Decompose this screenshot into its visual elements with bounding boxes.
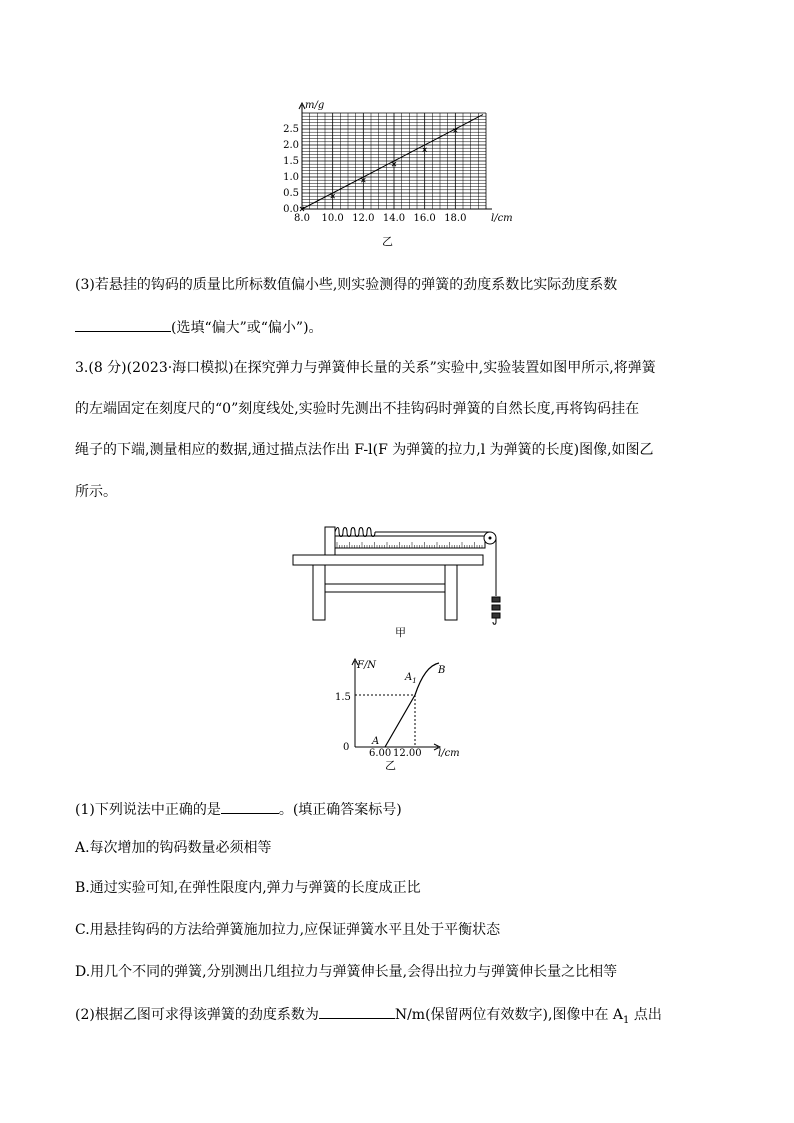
weight-icon	[492, 597, 500, 602]
answer-blank[interactable]	[319, 1003, 395, 1019]
graph-caption: 乙	[385, 759, 396, 772]
y-tick-label: 2.5	[283, 124, 299, 135]
point-label-b: B	[438, 665, 446, 676]
graph-f-vs-l-svg	[335, 657, 470, 775]
table-leg-left	[313, 565, 325, 620]
x-tick-label: 18.0	[444, 213, 467, 224]
weight-icon	[492, 613, 500, 618]
weight-icon	[492, 605, 500, 610]
question-3-1-hint: 。(填正确答案标号)	[278, 802, 402, 818]
question-3-line4: 所示。	[75, 484, 117, 500]
x-tick-label: 12.00	[393, 748, 422, 759]
graph-caption: 乙	[382, 235, 393, 248]
question-3-2-tail: 点出	[629, 1007, 662, 1023]
subscript: 1	[623, 1014, 630, 1026]
point-label-a: A	[372, 736, 380, 747]
graph-f-vs-l	[335, 657, 470, 775]
table-top	[293, 555, 483, 565]
option-d: D.用几个不同的弹簧,分别测出几组拉力与弹簧伸长量,会得出拉力与弹簧伸长量之比相等	[75, 964, 618, 980]
answer-blank[interactable]	[221, 798, 279, 814]
question-3-line1: 3.(8 分)(2023·海口模拟)在探究弹力与弹簧伸长量的关系”实验中,实验装置如图甲所示,将弹簧	[75, 360, 656, 376]
table-crossbar	[325, 584, 445, 592]
spring-icon	[335, 528, 375, 537]
point-label-a1: $A_1$	[405, 672, 417, 685]
hook-icon	[493, 618, 496, 624]
fixed-block	[325, 527, 335, 555]
pulley-axle	[489, 537, 492, 540]
question-3-2-unit: N/m(保留两位有效数字),图像中在 A	[394, 1007, 624, 1023]
apparatus-figure	[285, 518, 510, 643]
x-tick-label: 8.0	[294, 213, 310, 224]
y-tick-label: 1.5	[335, 692, 351, 703]
question-3-1-stem	[75, 798, 720, 820]
question-3-line3: 绳子的下端,测量相应的数据,通过描点法作出 F-l(F 为弹簧的拉力,l 为弹簧的长度)图像,如图乙	[75, 442, 654, 458]
x-tick-label: 6.00	[369, 748, 392, 759]
ruler	[335, 536, 485, 548]
question-3-1-text: (1)下列说法中正确的是	[75, 802, 221, 818]
y-axis-label: m/g	[305, 100, 325, 111]
option-b: B.通过实验可知,在弹性限度内,弹力与弹簧的长度成正比	[75, 880, 421, 896]
question-2-3-line1: (3)若悬挂的钩码的质量比所标数值偏小些,则实验测得的弹簧的劲度系数比实际劲度系数	[75, 277, 618, 293]
y-tick-label: 0.0	[283, 204, 299, 215]
y-tick-label: 0.5	[283, 188, 299, 199]
question-2-3-text: (选填“偏大”或“偏小”)。	[171, 320, 323, 336]
figure-caption: 甲	[395, 626, 406, 639]
graph-m-vs-l-svg	[270, 95, 530, 255]
x-tick-label: 12.0	[352, 213, 375, 224]
x-tick-label: 16.0	[413, 213, 436, 224]
option-a: A.每次增加的钩码数量必须相等	[75, 840, 272, 856]
y-tick-label: 2.0	[283, 140, 299, 151]
question-2-3-line2	[75, 316, 720, 338]
origin-label: 0	[343, 742, 350, 753]
answer-blank[interactable]	[75, 316, 171, 332]
y-tick-label: 1.5	[283, 156, 299, 167]
x-tick-label: 14.0	[382, 213, 406, 224]
y-axis-label: F/N	[357, 660, 377, 671]
x-axis-label: l/cm	[438, 748, 460, 759]
question-3-2	[75, 1003, 720, 1031]
question-3-line2: 的左端固定在刻度尺的“0”刻度线处,实验时先测出不挂钩码时弹簧的自然长度,再将钩码挂在	[75, 401, 640, 417]
x-axis-label: l/cm	[491, 213, 513, 224]
option-c: C.用悬挂钩码的方法给弹簧施加拉力,应保证弹簧水平且处于平衡状态	[75, 922, 501, 938]
apparatus-svg	[285, 518, 510, 643]
question-3-2-text: (2)根据乙图可求得该弹簧的劲度系数为	[75, 1007, 319, 1023]
graph-m-vs-l	[270, 95, 530, 255]
table-leg-right	[445, 565, 457, 620]
x-tick-label: 10.0	[321, 213, 344, 224]
y-tick-label: 1.0	[283, 172, 299, 183]
